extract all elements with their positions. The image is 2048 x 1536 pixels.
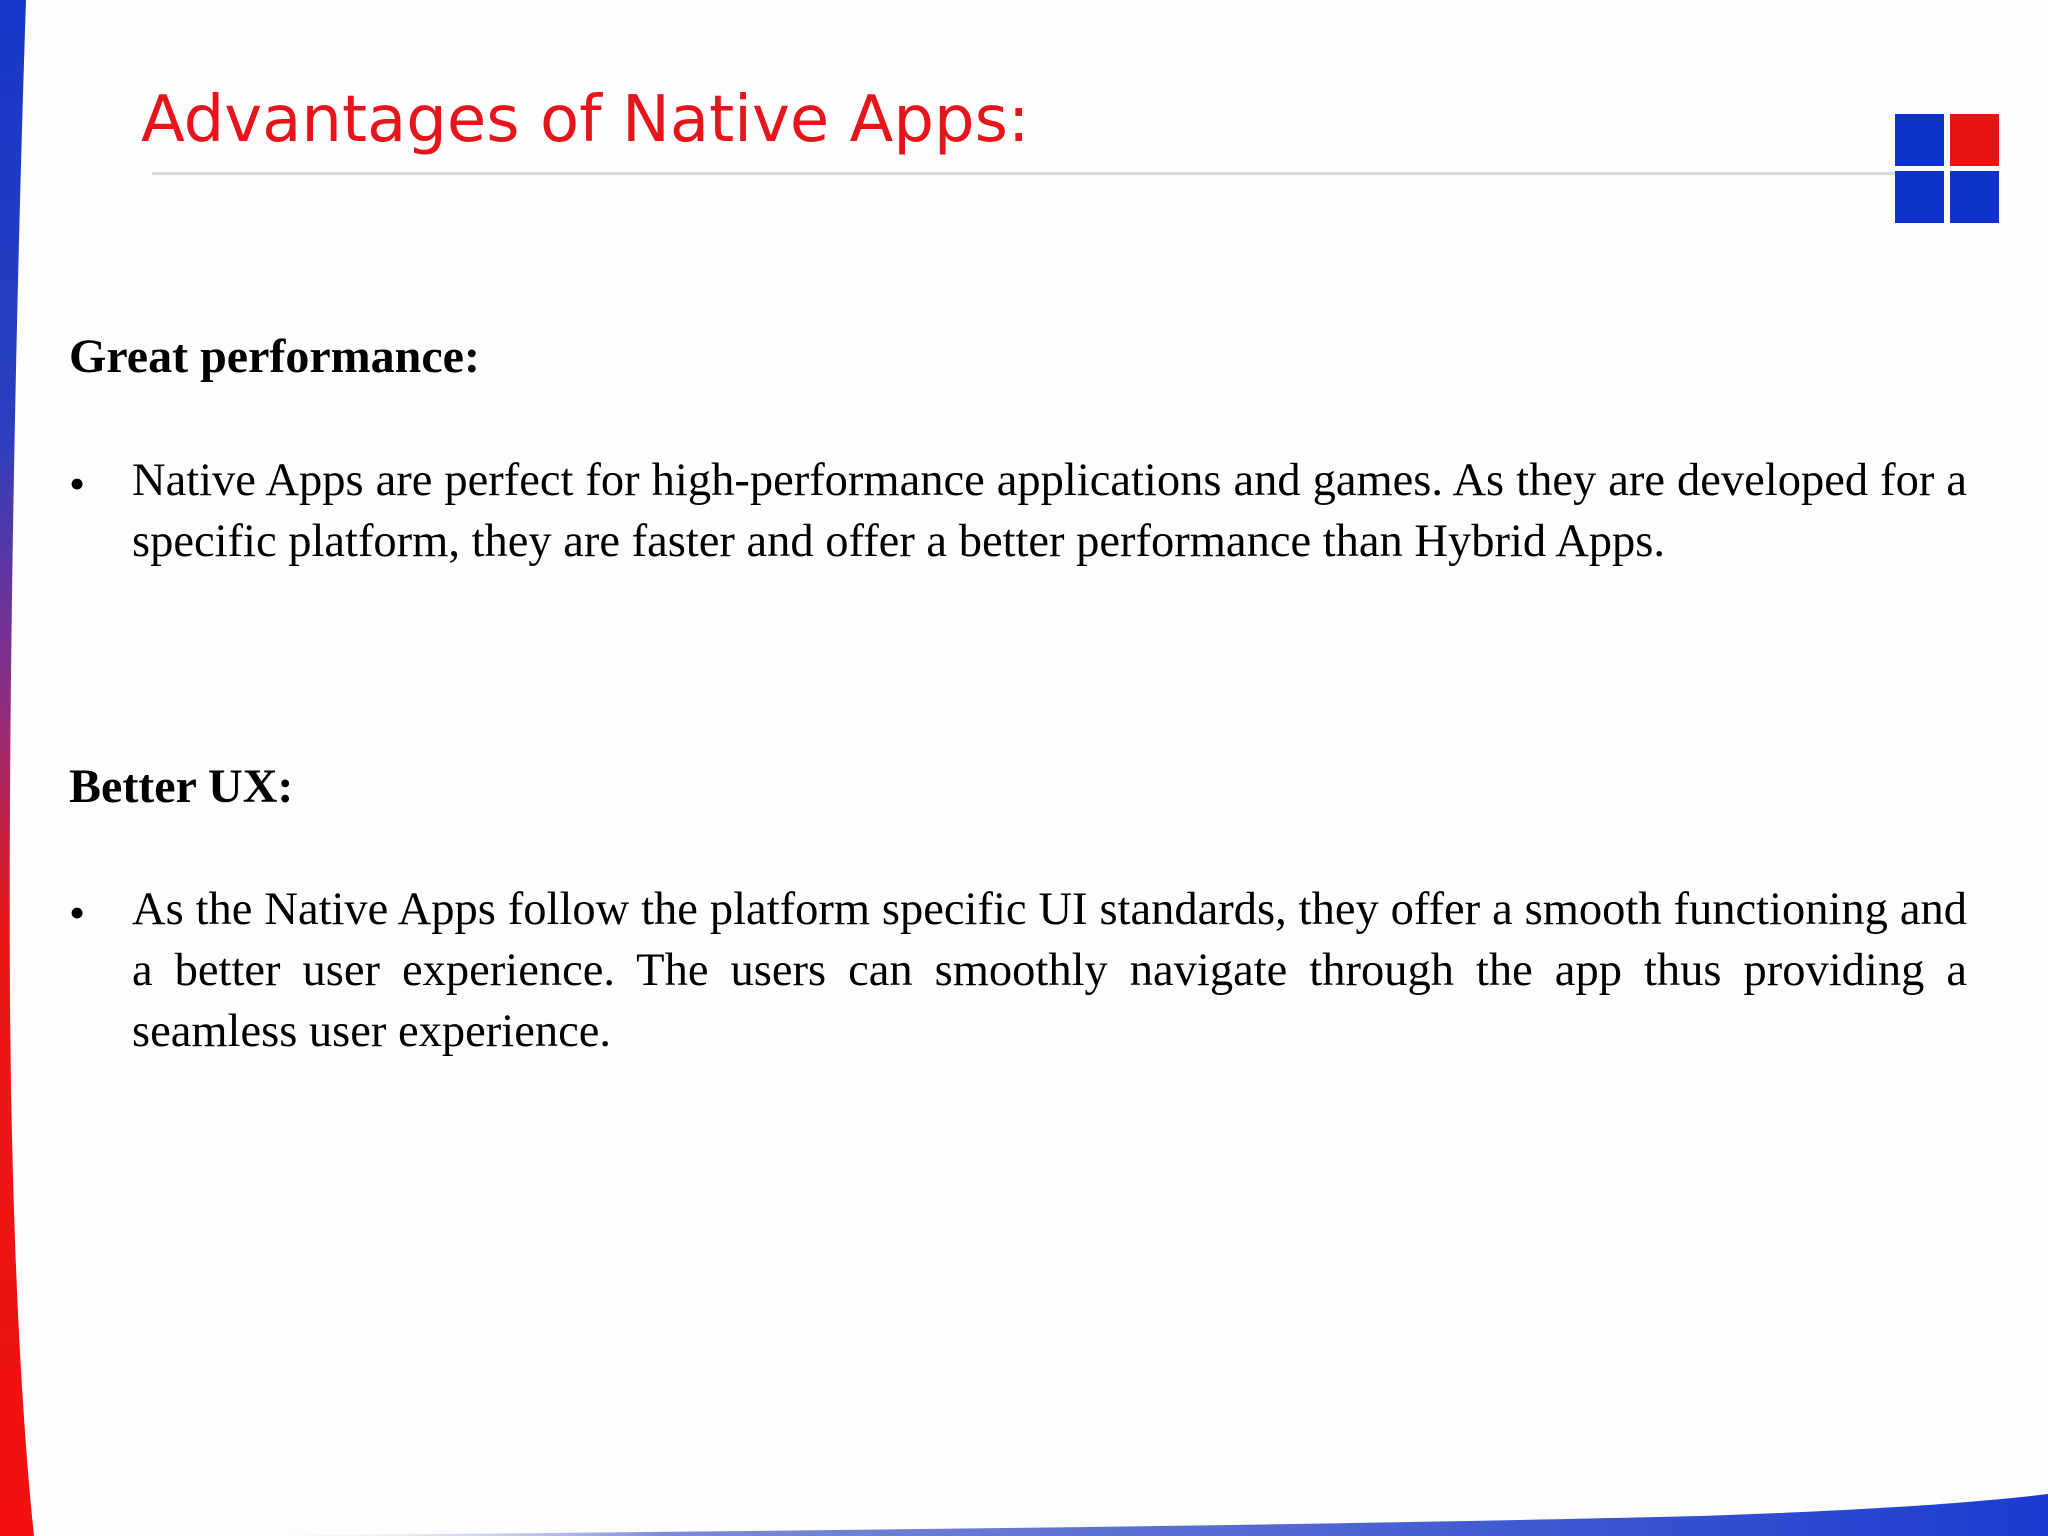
section-heading-ux: Better UX: [69,760,294,813]
corner-logo [1895,114,1999,224]
logo-square-bottom-left [1895,171,1944,223]
logo-square-top-left [1895,114,1944,166]
section-text-ux: As the Native Apps follow the platform specific UI standards, they offer a smooth functioning and a better user experience. The users can smoothly navigate through the app thus providing a seamless user experience. [132,884,1967,1057]
title-divider [152,172,1897,175]
logo-square-top-right [1950,114,1999,166]
section-heading-performance: Great performance: [69,330,480,383]
left-accent-bar [0,0,40,1536]
section-text-performance: Native Apps are perfect for high-performance applications and games. As they are developed for a specific platform, they are faster and offer a better performance than Hybrid Apps. [132,455,1967,567]
slide-title: Advantages of Native Apps: [141,83,1030,157]
bullet-marker: • [69,887,86,938]
logo-square-bottom-right [1950,171,1999,223]
bottom-accent-swoosh [0,1466,2048,1536]
bullet-marker: • [69,458,86,509]
